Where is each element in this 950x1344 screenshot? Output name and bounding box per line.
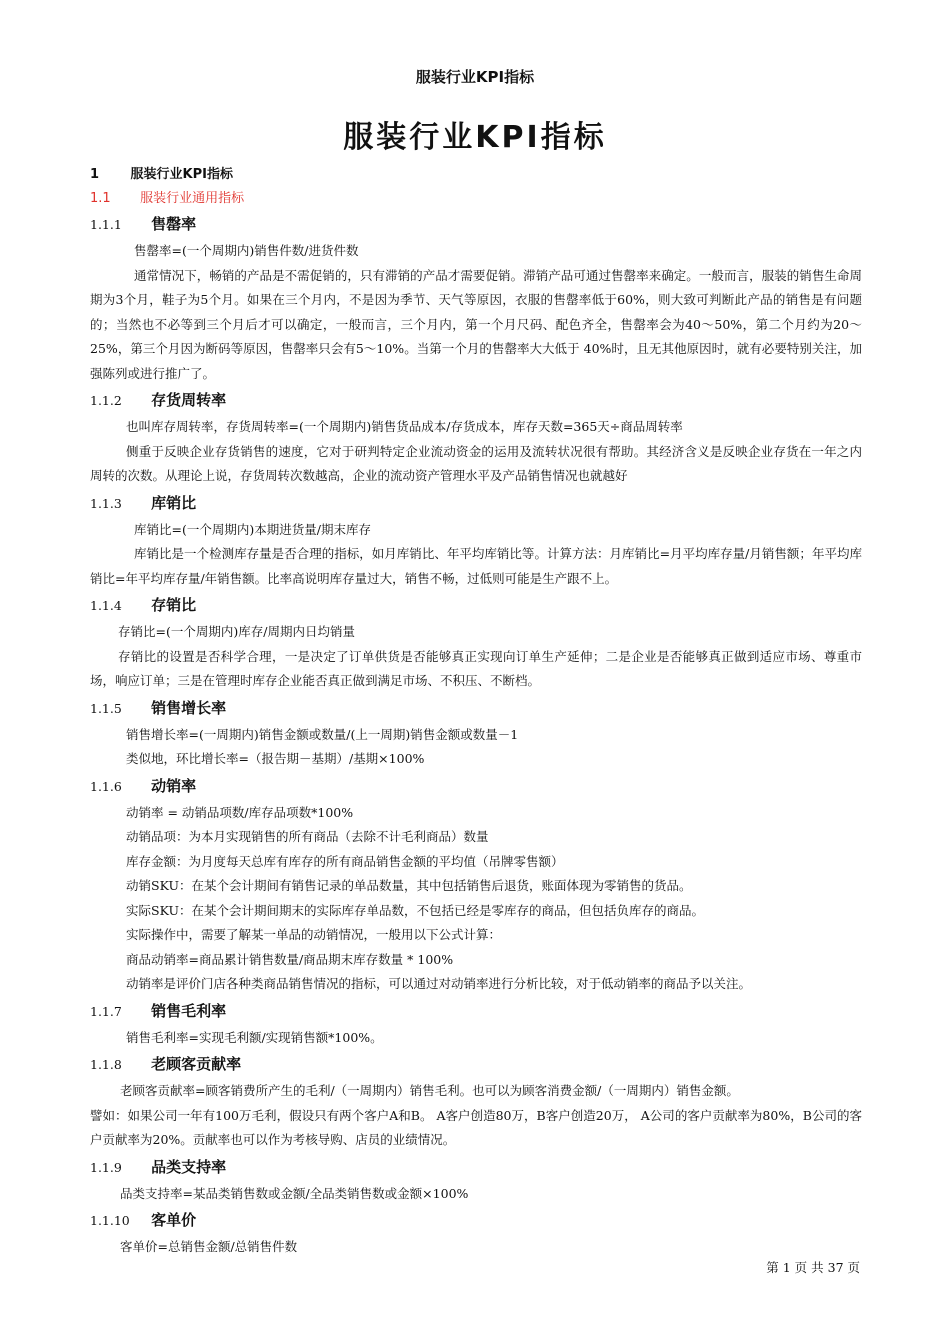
- paragraph: 库销比是一个检测库存量是否合理的指标，如月库销比、年平均库销比等。计算方法：月库销比=月平均库存量/月销售额；年平均库销比=年平均库存量/年销售额。比率高说明库存量过大，销售不畅，过低则可能是生产跟不上。: [90, 546, 862, 586]
- list-item: 动销率是评价门店各种类商品销售情况的指标，可以通过对动销率进行分析比较，对于低动销率的商品予以关注。: [126, 976, 752, 991]
- section-title: 存销比: [151, 596, 197, 614]
- formula-line: 品类支持率=某品类销售数或金额/全品类销售数或金额×100%: [120, 1185, 469, 1201]
- formula-line: 售罄率=(一个周期内)销售件数/进货件数: [134, 243, 359, 258]
- section-number: 1.1.2: [90, 393, 122, 408]
- section-number: 1.1.3: [90, 495, 122, 511]
- section-heading-1: [90, 166, 862, 184]
- section-number: 1.1.5: [90, 700, 122, 716]
- heading-average-transaction: [90, 1210, 862, 1231]
- section-heading-1-1: [90, 190, 862, 208]
- section-title: 服装行业KPI指标: [130, 167, 233, 182]
- section-title: 销售增长率: [151, 698, 227, 717]
- section-title: 品类支持率: [151, 1157, 227, 1176]
- heading-sales-growth: [90, 698, 862, 719]
- heading-returning-customer-contribution: [90, 1054, 862, 1075]
- section-number: 1.1: [90, 191, 111, 206]
- section-title: 动销率: [151, 776, 197, 795]
- paragraph: 通常情况下，畅销的产品是不需促销的，只有滞销的产品才需要促销。滞销产品可通过售罄率来确定。一般而言，服装的销售生命周期为3个月，鞋子为5个月。如果在三个月内，不是因为季节、天气等原因，衣服的售罄率低于60%，则大致可判断此产品的销售是有问题的；当然也不必等到三个月后才可以确定，一般而言，三个月内，第一个月尺码、配色齐全，售罄率会为40～50%，第二个月约为20～25%，第三个月因为断码等原因，售罄率只会有5～10%。当第一个月的售罄率大大低于 40%时，且无其他原因时，就有必要特别关注，加强陈列或进行推广了。: [90, 267, 862, 381]
- section-number: 1.1.4: [90, 598, 122, 613]
- section-title: 老顾客贡献率: [151, 1055, 242, 1073]
- formula-line: 存销比=(一个周期内)库存/周期内日均销量: [118, 624, 355, 639]
- paragraph: 譬如：如果公司一年有100万毛利，假设只有两个客户A和B。 A客户创造80万，B客户创造20万， A公司的客户贡献率为80%，B公司的客户贡献率为20%。贡献率也可以作为考核导购、店员的业绩情况。: [90, 1107, 862, 1147]
- section-number: 1.1.7: [90, 1003, 122, 1019]
- heading-stock-to-sales: [90, 595, 862, 616]
- section-title: 销售毛利率: [151, 1001, 227, 1020]
- formula-line: 库销比=(一个周期内)本期进货量/期末库存: [134, 521, 371, 537]
- formula-line: 客单价=总销售金额/总销售件数: [120, 1239, 298, 1254]
- heading-gross-margin: [90, 1001, 862, 1022]
- list-item: 实际SKU：在某个会计期间期末的实际库存单品数，不包括已经是零库存的商品，但包括负库存的商品。: [126, 902, 704, 918]
- section-title: 存货周转率: [151, 391, 227, 409]
- section-number: 1.1.9: [90, 1159, 122, 1175]
- heading-movement-rate: [90, 776, 862, 797]
- document-title: 服装行业KPI指标: [343, 120, 607, 155]
- list-item: 库存金额：为月度每天总库有库存的所有商品销售金额的平均值（吊牌零售额）: [126, 853, 564, 869]
- list-item: 动销品项：为本月实现销售的所有商品（去除不计毛利商品）数量: [126, 829, 489, 844]
- list-item: 动销SKU：在某个会计期间有销售记录的单品数量，其中包括销售后退货，账面体现为零销售的货品。: [126, 878, 692, 893]
- section-number: 1.1.1: [90, 217, 122, 232]
- paragraph: 存销比的设置是否科学合理，一是决定了订单供货是否能够真正实现向订单生产延伸；二是企业是否能够真正做到适应市场、尊重市场，响应订单；三是在管理时库存企业能否真正做到满足市场、不积压、不断档。: [90, 648, 862, 688]
- list-item: 实际操作中，需要了解某一单品的动销情况，一般用以下公式计算：: [126, 927, 502, 942]
- formula-line: 也叫库存周转率，存货周转率=(一个周期内)销售货品成本/存货成本，库存天数=365天÷商品周转率: [126, 419, 683, 434]
- document-body: [90, 166, 862, 1260]
- formula-line: 销售增长率=(一周期内)销售金额或数量/(上一周期)销售金额或数量－1: [126, 726, 519, 742]
- formula-line: 老顾客贡献率=顾客销费所产生的毛利/（一周期内）销售毛利。也可以为顾客消费金额/（一周期内）销售金额。: [120, 1083, 739, 1098]
- formula-line: 类似地，环比增长率=（报告期－基期）/基期×100%: [126, 751, 425, 766]
- section-title: 售罄率: [151, 215, 197, 233]
- heading-category-support: [90, 1157, 862, 1178]
- section-number: 1.1.8: [90, 1057, 122, 1072]
- section-number: 1: [90, 167, 100, 182]
- page-number: 第 1 页 共 37 页: [766, 1260, 860, 1275]
- section-number: 1.1.6: [90, 778, 122, 794]
- list-item: 动销率 = 动销品项数/库存品项数*100%: [126, 804, 354, 820]
- heading-inventory-turnover: [90, 390, 862, 411]
- section-title: 客单价: [151, 1211, 197, 1229]
- heading-stock-sales-ratio: [90, 493, 862, 514]
- section-title: 库销比: [151, 493, 197, 512]
- section-title: 服装行业通用指标: [140, 191, 245, 206]
- section-number: 1.1.10: [90, 1213, 130, 1228]
- heading-sell-through-rate: [90, 214, 862, 235]
- paragraph: 侧重于反映企业存货销售的速度，它对于研判特定企业流动资金的运用及流转状况很有帮助。其经济含义是反映企业存货在一年之内周转的次数。从理论上说，存货周转次数越高，企业的流动资产管理水平及产品销售情况也就越好: [90, 443, 862, 483]
- formula-line: 销售毛利率=实现毛利额/实现销售额*100%。: [126, 1029, 383, 1045]
- running-header: 服装行业KPI指标: [415, 68, 535, 86]
- list-item: 商品动销率=商品累计销售数量/商品期末库存数量 * 100%: [126, 951, 454, 967]
